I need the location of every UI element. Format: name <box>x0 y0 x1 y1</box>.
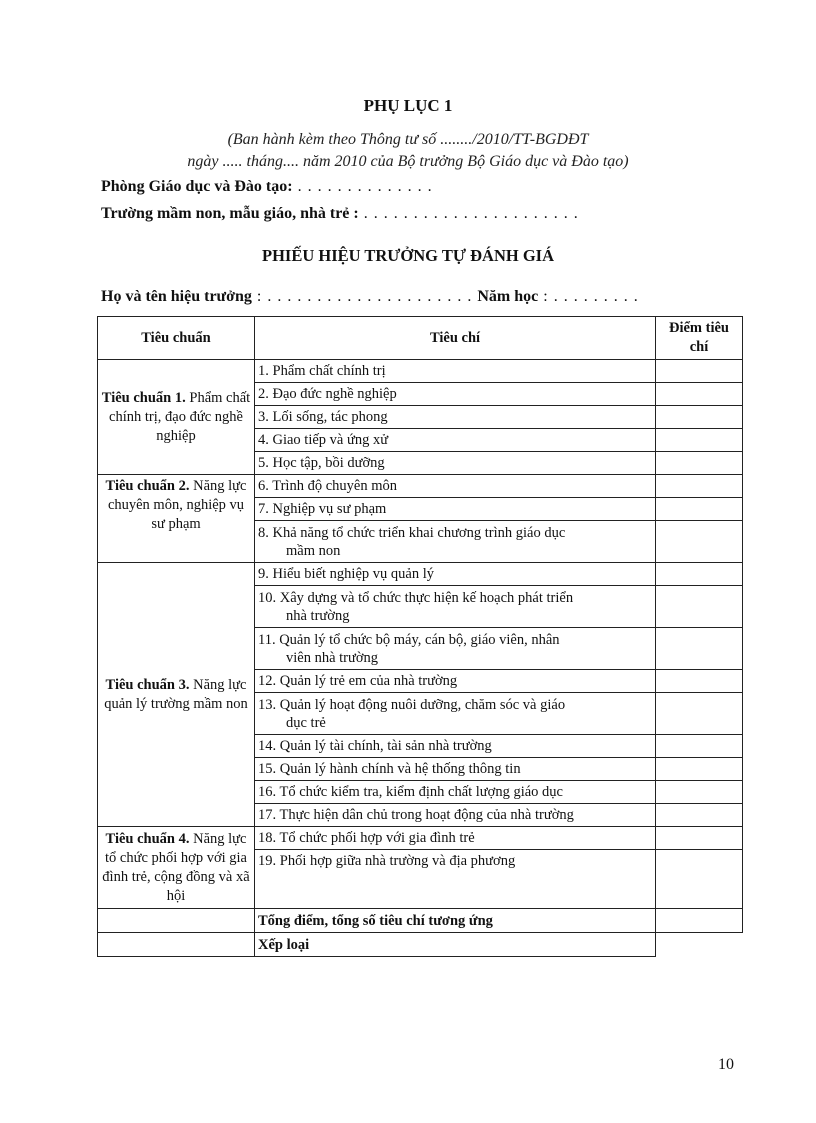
standard-1-title: Tiêu chuẩn 1. <box>101 389 186 406</box>
table-row <box>98 827 743 850</box>
score-cell-4[interactable] <box>656 429 743 452</box>
header-score: Điểm tiêu chí <box>656 317 743 360</box>
criterion-11-line-1: 11. Quản lý tổ chức bộ máy, cán bộ, giáo viên, nhân <box>258 631 560 648</box>
rank-empty-cell <box>98 933 255 957</box>
criterion-10 <box>255 586 656 628</box>
criterion-11-line-2: viên nhà trường <box>286 649 379 666</box>
criterion-4: 4. Giao tiếp và ứng xử <box>255 429 656 452</box>
criterion-9: 9. Hiểu biết nghiệp vụ quản lý <box>255 563 656 586</box>
score-cell-10[interactable] <box>656 586 743 628</box>
score-cell-3[interactable] <box>656 406 743 429</box>
table-header-row <box>98 317 743 360</box>
score-cell-16[interactable] <box>656 781 743 804</box>
standard-3-cell <box>98 563 255 827</box>
criterion-1: 1. Phẩm chất chính trị <box>255 360 656 383</box>
criterion-18: 18. Tổ chức phối hợp với gia đình trẻ <box>255 827 656 850</box>
criterion-10-line-2: nhà trường <box>286 607 350 624</box>
criterion-12: 12. Quản lý trẻ em của nhà trường <box>255 670 656 693</box>
standard-4-text: Năng lực tổ chức phối hợp với gia đình trẻ, cộng đồng và xã hội <box>102 830 250 904</box>
department-line <box>101 178 433 196</box>
school-value[interactable]: . . . . . . . . . . . . . . . . . . . . . . <box>358 205 579 222</box>
table-row <box>98 475 743 498</box>
school-year-label: Năm học <box>477 288 539 305</box>
evaluation-table <box>97 316 743 957</box>
principal-line <box>101 288 639 306</box>
score-cell-6[interactable] <box>656 475 743 498</box>
score-cell-19[interactable] <box>656 850 743 909</box>
score-cell-11[interactable] <box>656 628 743 670</box>
form-title: PHIẾU HIỆU TRƯỞNG TỰ ĐÁNH GIÁ <box>262 246 554 265</box>
score-cell-8[interactable] <box>656 521 743 563</box>
criterion-17: 17. Thực hiện dân chủ trong hoạt động của nhà trường <box>255 804 656 827</box>
department-value[interactable]: . . . . . . . . . . . . . . <box>292 178 433 195</box>
total-row <box>98 909 743 933</box>
criterion-13 <box>255 693 656 735</box>
standard-4-cell <box>98 827 255 909</box>
standard-2-title: Tiêu chuẩn 2. <box>105 478 190 494</box>
score-cell-18[interactable] <box>656 827 743 850</box>
criterion-19: 19. Phối hợp giữa nhà trường và địa phương <box>255 850 656 909</box>
criterion-8-line-2: mầm non <box>286 542 341 559</box>
principal-name-label: Họ và tên hiệu trưởng <box>101 288 252 305</box>
subtitle-line-2: ngày ..... tháng.... năm 2010 của Bộ trưởng Bộ Giáo dục và Đào tạo) <box>187 153 629 170</box>
rank-label: Xếp loại <box>255 933 656 957</box>
criterion-2: 2. Đạo đức nghề nghiệp <box>255 383 656 406</box>
score-cell-1[interactable] <box>656 360 743 383</box>
subtitle-line-1: (Ban hành kèm theo Thông tư số ......../2010/TT-BGDĐT <box>227 131 589 148</box>
standard-3-title: Tiêu chuẩn 3. <box>105 676 190 693</box>
score-cell-9[interactable] <box>656 563 743 586</box>
score-cell-5[interactable] <box>656 452 743 475</box>
standard-4-title: Tiêu chuẩn 4. <box>105 830 190 847</box>
header-criterion: Tiêu chí <box>255 317 656 360</box>
score-cell-15[interactable] <box>656 758 743 781</box>
criterion-13-line-2: dục trẻ <box>286 714 326 731</box>
standard-1-cell <box>98 360 255 475</box>
page-title: PHỤ LỤC 1 <box>363 96 453 115</box>
school-year-value[interactable]: : . . . . . . . . . <box>538 288 639 305</box>
school-line <box>101 205 579 223</box>
criterion-8 <box>255 521 656 563</box>
standard-2-cell <box>98 475 255 563</box>
criterion-3: 3. Lối sống, tác phong <box>255 406 656 429</box>
criterion-7: 7. Nghiệp vụ sư phạm <box>255 498 656 521</box>
criterion-10-line-1: 10. Xây dựng và tổ chức thực hiện kế hoạch phát triển <box>258 589 574 606</box>
criterion-13-line-1: 13. Quản lý hoạt động nuôi dưỡng, chăm sóc và giáo <box>258 696 566 713</box>
score-cell-2[interactable] <box>656 383 743 406</box>
header-standard: Tiêu chuẩn <box>98 317 255 360</box>
standard-3-text: Năng lực quản lý trường mầm non <box>104 676 248 712</box>
score-cell-12[interactable] <box>656 670 743 693</box>
total-label: Tổng điểm, tổng số tiêu chí tương ứng <box>255 909 656 933</box>
score-cell-13[interactable] <box>656 693 743 735</box>
criterion-14: 14. Quản lý tài chính, tài sản nhà trường <box>255 735 656 758</box>
score-cell-17[interactable] <box>656 804 743 827</box>
score-cell-14[interactable] <box>656 735 743 758</box>
criterion-5: 5. Học tập, bồi dưỡng <box>255 452 656 475</box>
standard-1-text: Phẩm chất chính trị, đạo đức nghề nghiệp <box>109 389 251 444</box>
table-row <box>98 563 743 586</box>
criterion-16: 16. Tổ chức kiểm tra, kiểm định chất lượng giáo dục <box>255 781 656 804</box>
score-cell-7[interactable] <box>656 498 743 521</box>
criterion-6: 6. Trình độ chuyên môn <box>255 475 656 498</box>
total-score-cell[interactable] <box>656 909 743 933</box>
page-number: 10 <box>718 1056 734 1073</box>
criterion-11 <box>255 628 656 670</box>
rank-blank <box>656 933 743 957</box>
table-row <box>98 360 743 383</box>
standard-2-text: Năng lực chuyên môn, nghiệp vụ sư phạm <box>107 478 247 532</box>
department-label: Phòng Giáo dục và Đào tạo: <box>101 178 293 195</box>
school-label: Trường mầm non, mẫu giáo, nhà trẻ : <box>101 205 359 222</box>
principal-name-value[interactable]: : . . . . . . . . . . . . . . . . . . . . . <box>251 288 478 305</box>
criterion-15: 15. Quản lý hành chính và hệ thống thông tin <box>255 758 656 781</box>
rank-row <box>98 933 743 957</box>
total-empty-cell <box>98 909 255 933</box>
subtitle <box>0 129 816 173</box>
criterion-8-line-1: 8. Khả năng tổ chức triển khai chương trình giáo dục <box>258 524 566 541</box>
